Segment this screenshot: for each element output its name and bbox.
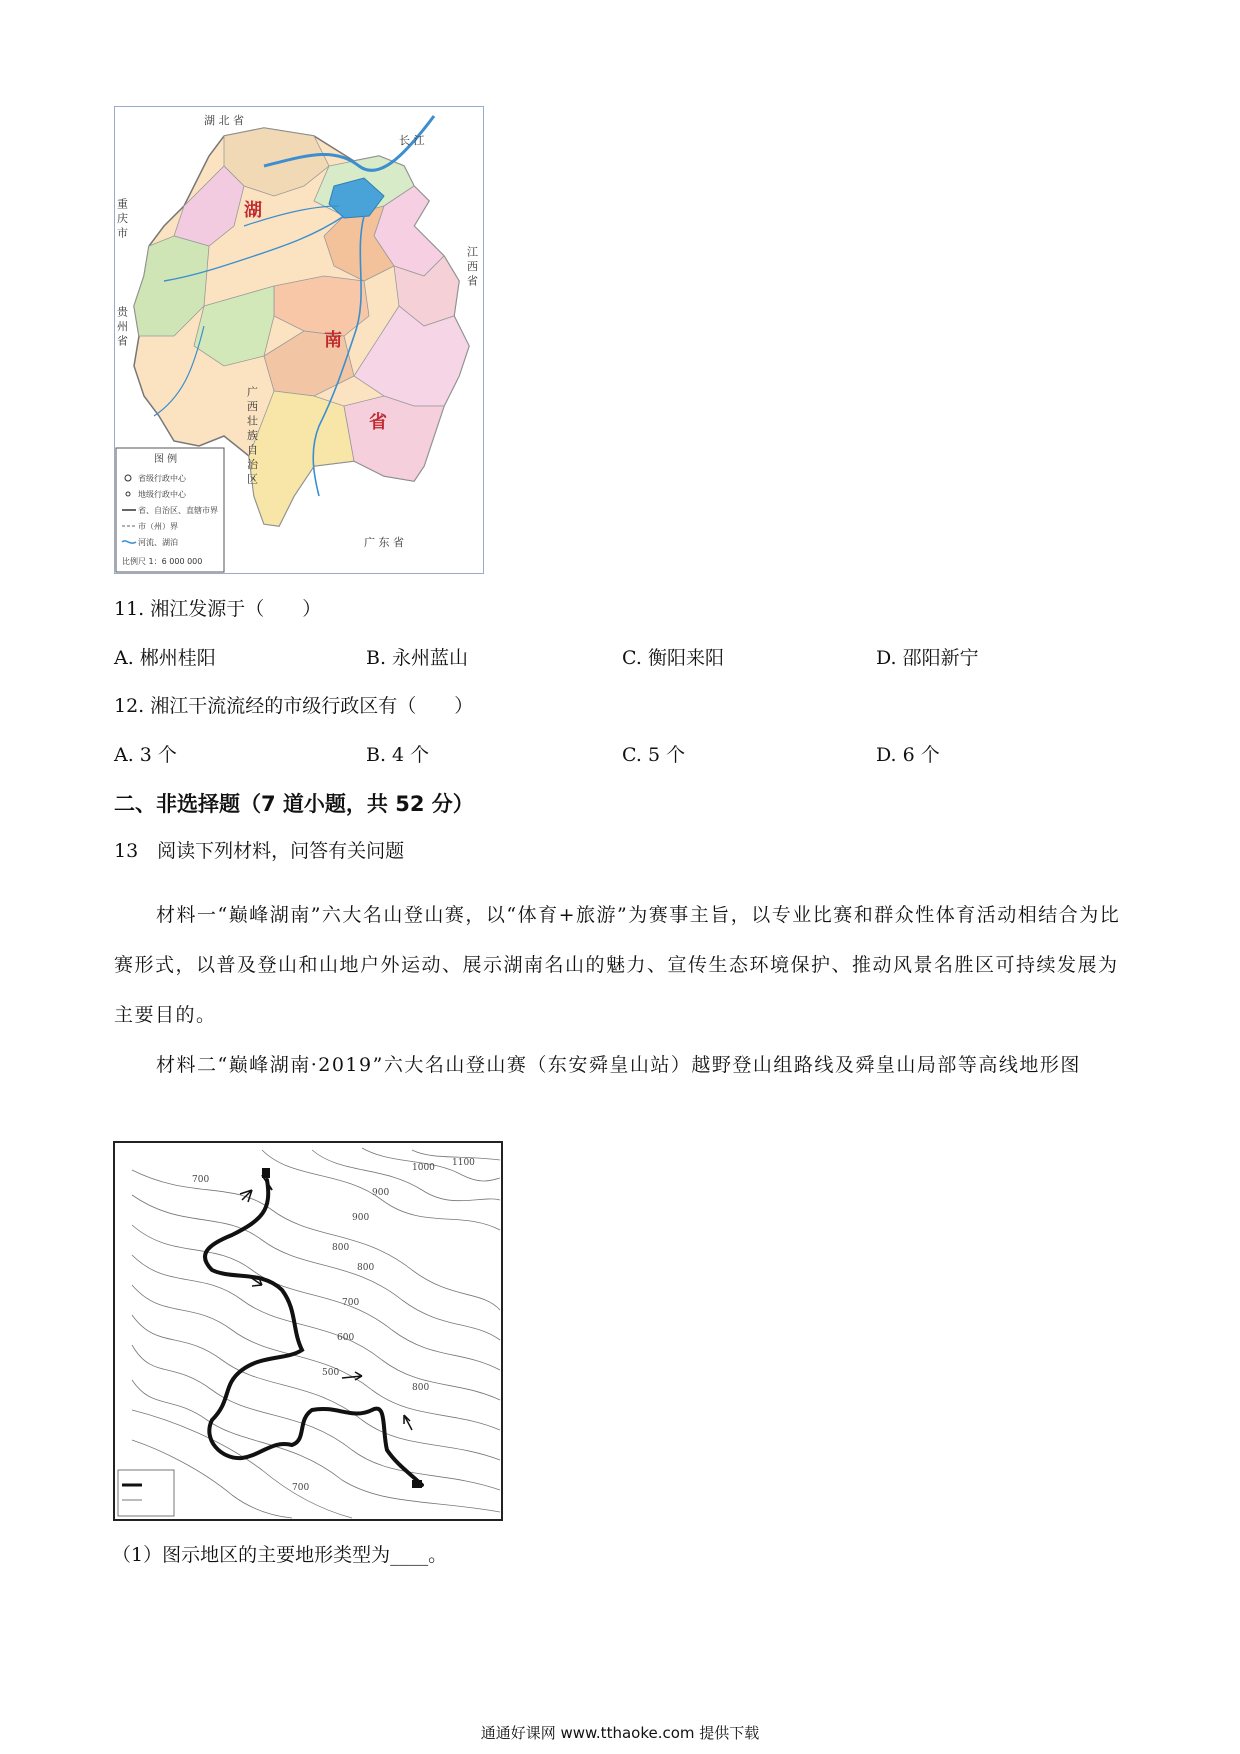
q13-sub-1: （1）图示地区的主要地形类型为____。 bbox=[112, 1544, 448, 1566]
contour-label: 500 bbox=[322, 1368, 340, 1378]
q12-option-c: C. 5 个 bbox=[622, 744, 686, 766]
legend-scale: 比例尺 1：6 000 000 bbox=[122, 557, 203, 566]
contour-label: 800 bbox=[332, 1243, 350, 1253]
neighbor-south-label: 广 东 省 bbox=[364, 536, 404, 549]
legend-item-4: 市（州）界 bbox=[138, 522, 178, 531]
q11-option-d: D. 邵阳新宁 bbox=[876, 647, 979, 669]
map-legend bbox=[116, 448, 224, 572]
contour-label: 900 bbox=[352, 1213, 370, 1223]
contour-label: 1100 bbox=[452, 1158, 475, 1168]
q13-material-1: 材料一“巅峰湖南”六大名山登山赛，以“体育+旅游”为赛事主旨，以专业比赛和群众性体育活动相结合为比赛形式，以普及登山和山地户外运动、展示湖南名山的魅力、宣传生态环境保护、推动风景名胜区可持续发展为主要目的。 bbox=[114, 904, 1121, 1026]
neighbor-south-west-label: 广 西 壮 族 自 治 区 bbox=[245, 386, 259, 484]
contour-label: 600 bbox=[337, 1333, 355, 1343]
province-char-3: 省 bbox=[369, 412, 387, 433]
page-footer: 通通好课网 www.tthaoke.com 提供下载 bbox=[480, 1724, 760, 1742]
legend-item-1: 省级行政中心 bbox=[138, 474, 186, 483]
q12-option-b: B. 4 个 bbox=[366, 744, 430, 766]
province-char-1: 湖 bbox=[244, 200, 262, 221]
q12-option-a: A. 3 个 bbox=[114, 744, 177, 766]
q12-stem: 12. 湘江干流流经的市级行政区有（ ） bbox=[114, 695, 474, 717]
neighbor-west-top-label: 重 庆 市 bbox=[115, 198, 129, 238]
legend-item-2: 地级行政中心 bbox=[138, 490, 186, 499]
contour-label: 700 bbox=[192, 1175, 210, 1185]
q11-option-a: A. 郴州桂阳 bbox=[114, 647, 216, 669]
hunan-map-figure bbox=[114, 106, 484, 574]
neighbor-north-label: 湖 北 省 bbox=[204, 114, 244, 127]
q13-stem: 13 阅读下列材料，问答有关问题 bbox=[114, 840, 405, 862]
contour-map-figure bbox=[112, 1140, 504, 1522]
legend-item-5: 河流、湖泊 bbox=[138, 538, 178, 547]
hunan-map bbox=[114, 106, 484, 574]
contour-label: 700 bbox=[342, 1298, 360, 1308]
neighbor-west-bottom-label: 贵 州 省 bbox=[115, 306, 129, 346]
contour-label: 900 bbox=[372, 1188, 390, 1198]
q11-option-c: C. 衡阳来阳 bbox=[622, 647, 724, 669]
province-char-2: 南 bbox=[324, 330, 342, 351]
q11-stem: 11. 湘江发源于（ ） bbox=[114, 598, 322, 620]
neighbor-east-label: 江 西 省 bbox=[465, 246, 479, 286]
contour-label: 800 bbox=[412, 1383, 430, 1393]
contour-label: 800 bbox=[357, 1263, 375, 1273]
q12-option-d: D. 6 个 bbox=[876, 744, 940, 766]
contour-label: 1000 bbox=[412, 1163, 435, 1173]
contour-map bbox=[112, 1140, 504, 1522]
q11-option-b: B. 永州蓝山 bbox=[366, 647, 469, 669]
legend-title: 图 例 bbox=[154, 454, 178, 465]
yangtze-label: 长 江 bbox=[399, 134, 425, 147]
contour-label: 700 bbox=[292, 1483, 310, 1493]
section-2-heading: 二、非选择题（7 道小题，共 52 分） bbox=[114, 792, 474, 816]
q13-material-2: 材料二“巅峰湖南·2019”六大名山登山赛（东安舜皇山站）越野登山组路线及舜皇山局部等高线地形图 bbox=[156, 1054, 1081, 1076]
legend-item-3: 省、自治区、直辖市界 bbox=[138, 506, 218, 515]
